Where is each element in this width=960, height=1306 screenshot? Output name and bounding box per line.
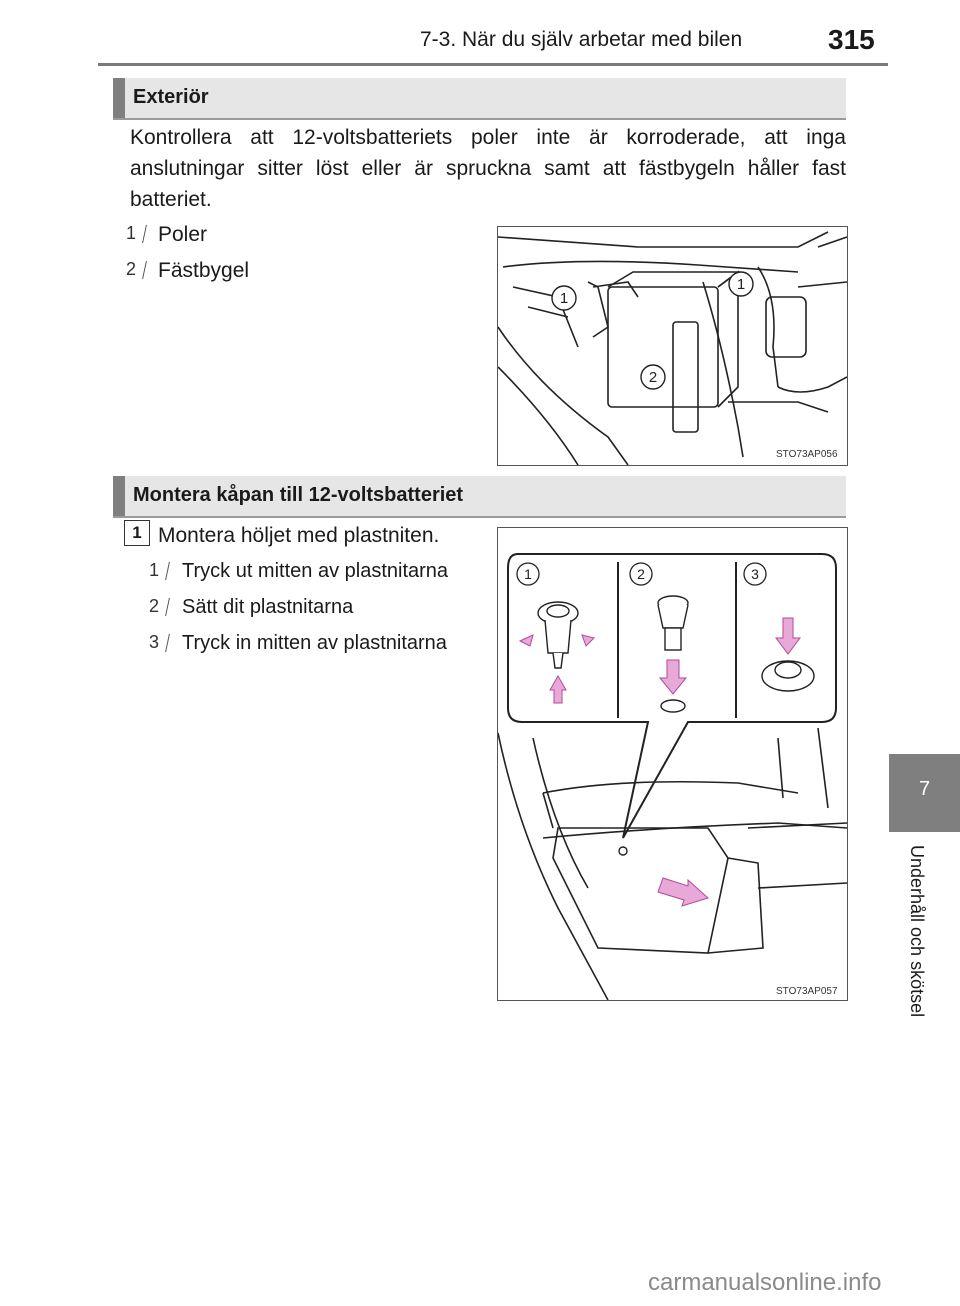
body-paragraph: Kontrollera att 12-voltsbatteriets poler inte är korroderade, att inga anslutningar sitter löst eller är spruckna samt att fästbygeln håller fast batteriet.	[130, 126, 846, 211]
section-accent	[113, 78, 125, 118]
item-label-bracket: Fästbygel	[158, 259, 250, 282]
substep-number-icon: 2	[145, 596, 163, 617]
callout-1: 1	[524, 566, 532, 582]
chapter-label: Underhåll och skötsel	[907, 845, 927, 1018]
substep-label: Tryck in mitten av plastnitarna	[182, 632, 447, 654]
callout-1-left: 1	[559, 290, 569, 307]
callout-3: 3	[751, 566, 759, 582]
step-number-box: 1	[124, 520, 150, 546]
running-header: 7-3. När du själv arbetar med bilen	[420, 28, 743, 51]
callout-2: 2	[637, 566, 645, 582]
substep-label: Tryck ut mitten av plastnitarna	[182, 560, 449, 582]
battery-illustration	[497, 226, 848, 466]
section-heading-cover	[113, 476, 846, 518]
figure-code: STO73AP056	[776, 449, 838, 460]
substep-number-icon: 3	[145, 632, 163, 653]
section-heading-exterior	[113, 78, 846, 120]
chapter-number: 7	[918, 778, 931, 800]
cover-drawing	[498, 528, 847, 1000]
header-divider	[98, 63, 888, 66]
chapter-tab-rule	[889, 830, 960, 832]
section-accent	[113, 476, 125, 516]
figure-code: STO73AP057	[776, 986, 838, 997]
section-title: Montera kåpan till 12-voltsbatteriet	[133, 484, 464, 506]
step-text: Montera höljet med plastniten.	[158, 524, 440, 547]
battery-drawing	[498, 227, 847, 465]
callout-2: 2	[648, 369, 658, 386]
item-number-icon: 1	[122, 223, 140, 244]
substep-label: Sätt dit plastnitarna	[182, 596, 354, 618]
item-label-poles: Poler	[158, 223, 208, 246]
item-number-icon: 2	[122, 259, 140, 280]
substep-number-icon: 1	[145, 560, 163, 581]
chapter-tab	[889, 754, 960, 830]
watermark: carmanualsonline.info	[648, 1269, 882, 1296]
section-title: Exteriör	[133, 86, 209, 108]
page-number: 315	[828, 24, 875, 55]
callout-1-right: 1	[736, 276, 746, 293]
cover-installation-illustration	[497, 527, 848, 1001]
